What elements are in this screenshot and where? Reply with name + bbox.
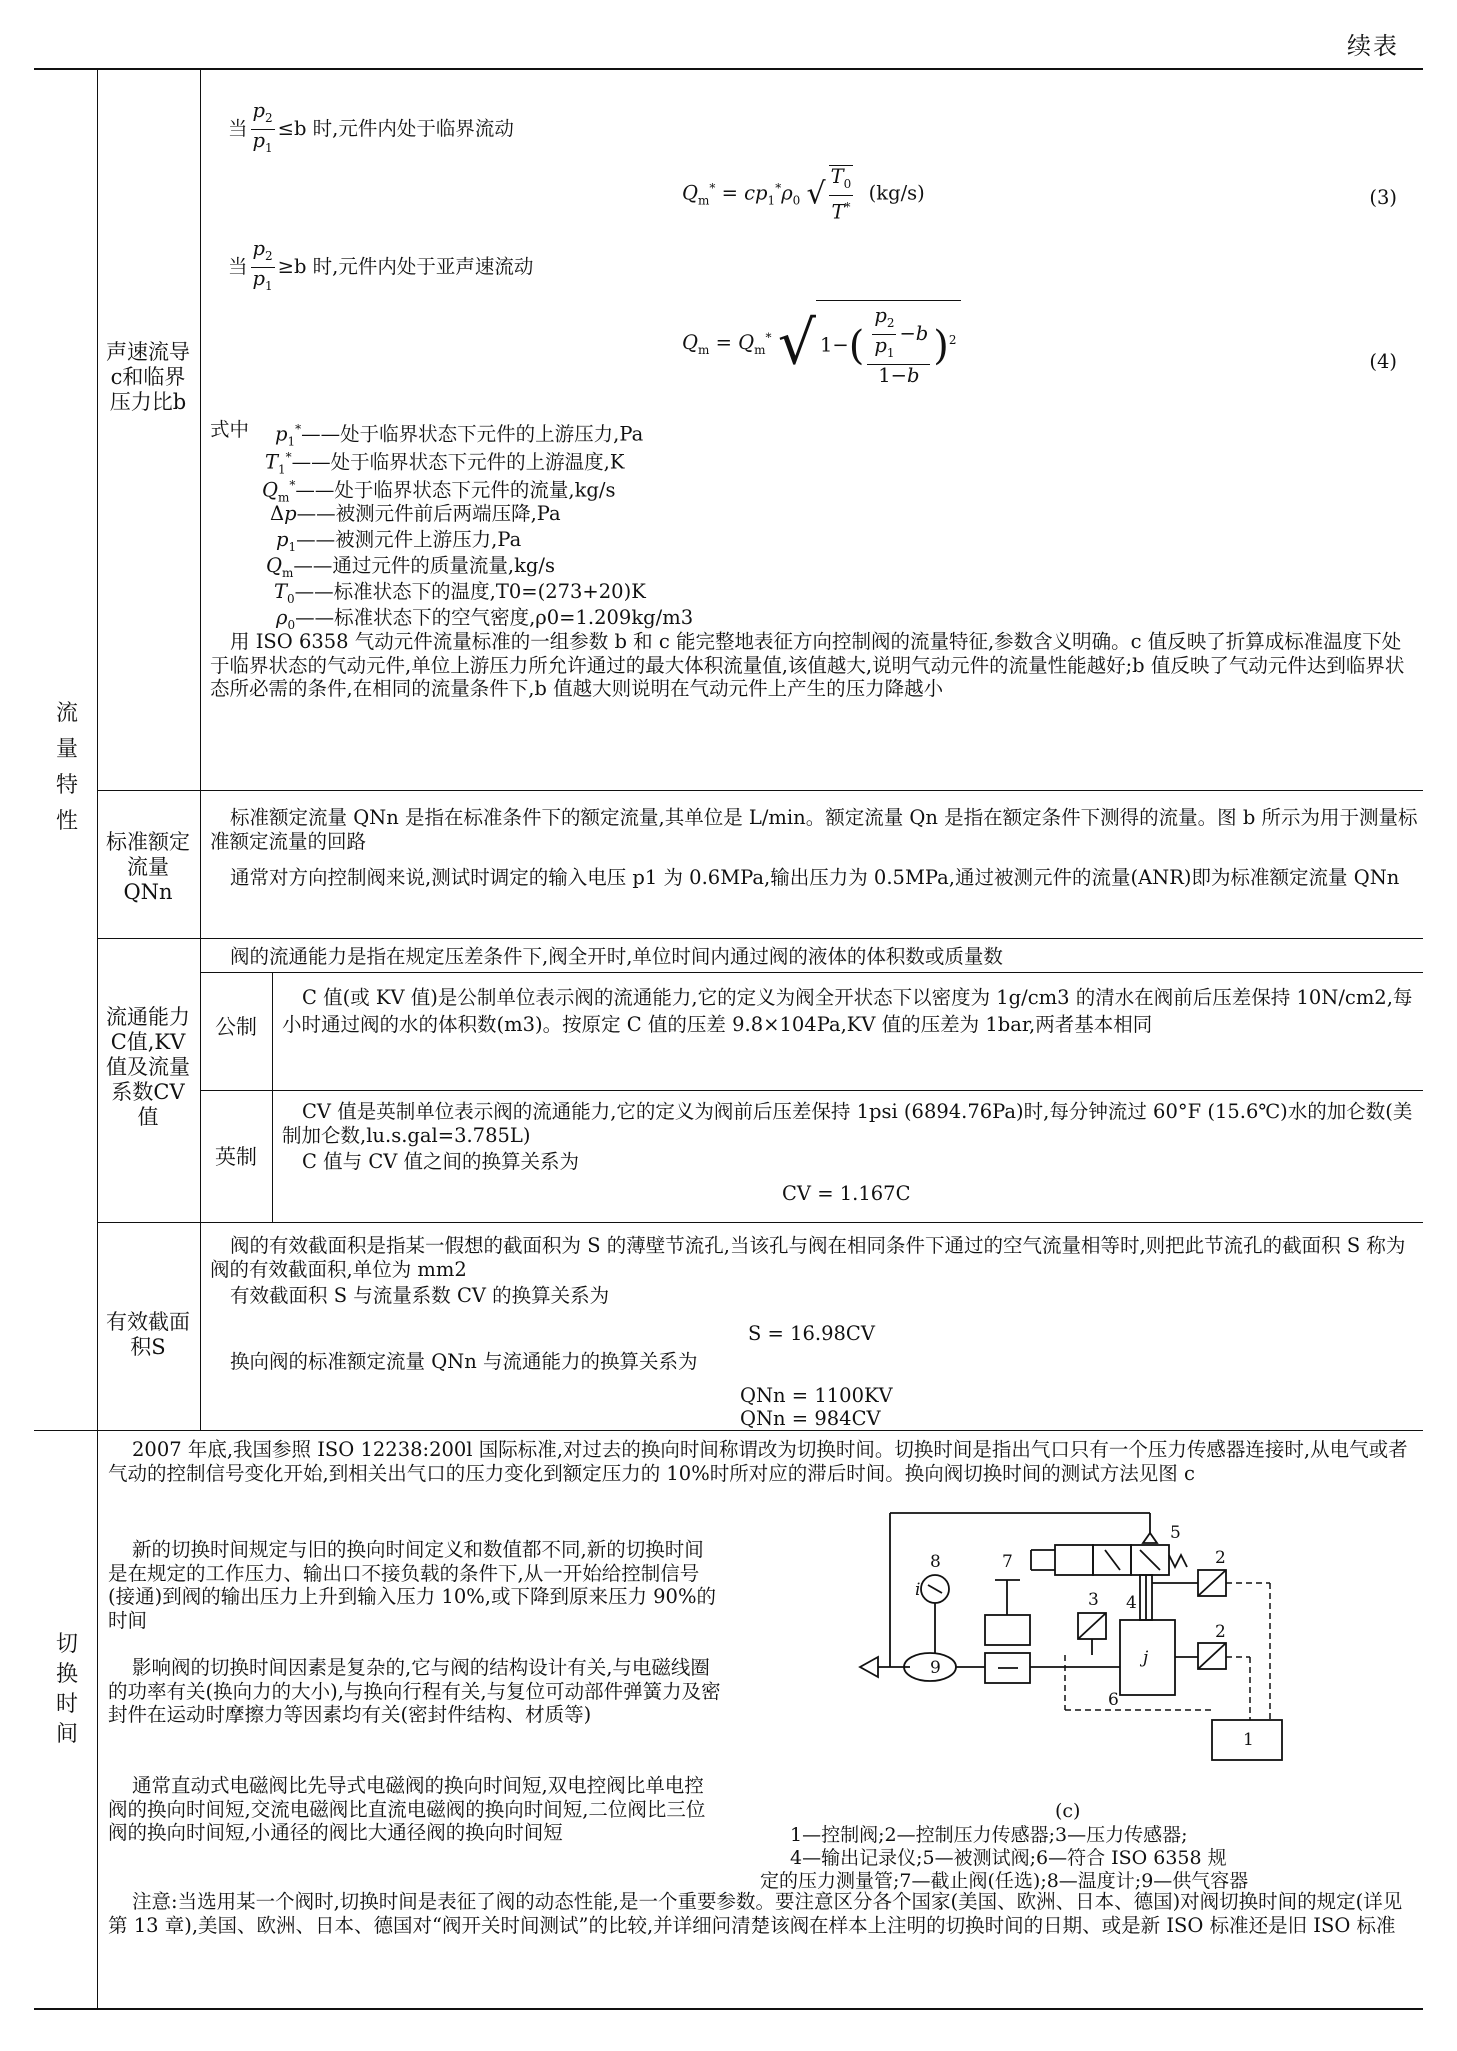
label-8: 8: [930, 1552, 941, 1572]
equation-4-number: (4): [1369, 350, 1397, 373]
section-divider: [34, 1430, 1423, 1431]
area-equation-2: QNn = 1100KV: [740, 1384, 893, 1407]
switch-paragraph-4: 通常直动式电磁阀比先导式电磁阀的换向时间短,双电控阀比单电控阀的换向时间短,交流电磁阀比直流电磁阀的换向时间短,二位阀比三位阀的换向时间短,小通径的阀比大通径阀的换向时间短: [108, 1774, 706, 1844]
figure-label: (c): [1055, 1800, 1081, 1822]
area-paragraph-1: 阀的有效截面积是指某一假想的截面积为 S 的薄壁节流孔,当该孔与阀在相同条件下通过的空气流量相等时,则把此节流孔的截面积 S 称为阀的有效截面积,单位为 mm2: [210, 1234, 1406, 1281]
subrow-divider-b: [200, 1090, 1423, 1091]
ratio-fraction-1: $\frac{p_2}{p_1}$: [252, 99, 273, 155]
label-2a: 2: [1215, 1548, 1226, 1568]
imperial-text: CV 值是英制单位表示阀的流通能力,它的定义为阀前后压差保持 1psi (6894.76Pa)时,每分钟流过 60°F (15.6℃)水的加仑数(美制加仑数,lu.s.gal=3.785L): [282, 1100, 1413, 1147]
def-p1star: $p_1^*——$处于临界状态下元件的上游压力,Pa: [275, 422, 644, 449]
row-label-std: 标准额定流量 QNn: [106, 830, 190, 904]
imperial-label: 英制: [215, 1145, 257, 1169]
switch-paragraph-5: 注意:当选用某一个阀时,切换时间是表征了阀的动态性能,是一个重要参数。要注意区分各个国家(美国、欧洲、日本、德国)对阀切换时间的规定(详见第 13 章),美国、欧洲、日本、德国对“阀开关时间测试”的比较,并详细问清楚该阀在样本上注明的切换时间的日期、或是新 ISO 标准还是旧 ISO 标准: [108, 1890, 1403, 1937]
ratio-fraction-2: $\frac{p_2}{p_1}$: [252, 237, 273, 293]
equation-3-number: (3): [1369, 186, 1397, 209]
category-flow: 流量特性: [55, 701, 78, 834]
sonic-cond1: 当 $\frac{p_2}{p_1}$ ≤b 时,元件内处于临界流动: [228, 100, 514, 159]
def-rho0: $\rho_0——$标准状态下的空气密度,ρ0=1.209kg/m3: [276, 606, 694, 632]
equation-3: $Q_m^* = cp_1^*\rho_0$ √ $\frac{T_0}{T^*}$ (kg/s): [682, 165, 925, 224]
row-divider-3: [97, 1222, 1423, 1223]
col-divider-2: [200, 69, 201, 1431]
row-divider-1: [97, 790, 1423, 791]
label-9: 9: [930, 1658, 941, 1678]
cv-equation: CV = 1.167C: [782, 1182, 911, 1205]
label-i: i: [915, 1580, 921, 1600]
label-j: j: [1143, 1648, 1149, 1668]
cap-intro: 阀的流通能力是指在规定压差条件下,阀全开时,单位时间内通过阀的液体的体积数或质量数: [230, 945, 1003, 968]
area-paragraph-3: 换向阀的标准额定流量 QNn 与流通能力的换算关系为: [230, 1350, 698, 1373]
row-label-sonic: 声速流导c和临界压力比b: [106, 340, 190, 414]
def-t0: $T_0——$标准状态下的温度,T0=(273+20)K: [274, 580, 646, 606]
stop-valve-7: [985, 1615, 1030, 1645]
where-label: 式中: [210, 418, 250, 441]
def-t1star: $T_1^*——$处于临界状态下元件的上游温度,K: [265, 450, 625, 477]
def-p1: $p_1——$被测元件上游压力,Pa: [276, 528, 522, 554]
label-4: 4: [1126, 1593, 1137, 1613]
row-label-area: 有效截面积S: [106, 1310, 190, 1359]
std-paragraph-1: 标准额定流量 QNn 是指在标准条件下的额定流量,其单位是 L/min。额定流量 Qn 是指在额定条件下测得的流量。图 b 所示为用于测量标准额定流量的回路: [210, 806, 1418, 853]
test-circuit-diagram: [850, 1505, 1300, 1795]
subcol-divider: [272, 972, 273, 1222]
label-1: 1: [1243, 1730, 1254, 1750]
area-paragraph-2: 有效截面积 S 与流量系数 CV 的换算关系为: [230, 1284, 610, 1307]
figure-caption-3: 定的压力测量管;7—截止阀(任选);8—温度计;9—供气容器: [760, 1870, 1249, 1892]
def-qm: $Q_m——$通过元件的质量流量,kg/s: [266, 554, 555, 580]
std-paragraph-2: 通常对方向控制阀来说,测试时调定的输入电压 p1 为 0.6MPa,输出压力为 0.5MPa,通过被测元件的流量(ANR)即为标准额定流量 QNn: [230, 866, 1400, 889]
row-label-cap: 流通能力C值,KV值及流量系数CV值: [106, 1005, 190, 1129]
table-top-rule: [34, 68, 1423, 70]
figure-caption-2: 4—输出记录仪;5—被测试阀;6—符合 ISO 6358 规: [790, 1847, 1227, 1869]
category-switch: 切换时间: [55, 1632, 78, 1747]
subrow-divider-a: [200, 972, 1423, 973]
row-divider-2: [97, 938, 1423, 939]
label-6: 6: [1108, 1690, 1119, 1710]
supply-arrow-icon: [860, 1657, 878, 1677]
label-5: 5: [1170, 1523, 1181, 1543]
continued-label: 续表: [1347, 32, 1399, 60]
metric-label: 公制: [215, 1015, 257, 1039]
def-dp: Δp——被测元件前后两端压降,Pa: [270, 502, 561, 525]
figure-caption-1: 1—控制阀;2—控制压力传感器;3—压力传感器;: [790, 1824, 1188, 1846]
sonic-cond2: 当 $\frac{p_2}{p_1}$ ≥b 时,元件内处于亚声速流动: [228, 238, 533, 297]
def-qmstar: $Q_m^*——$处于临界状态下元件的流量,kg/s: [262, 478, 616, 505]
equation-4: $Q_m = Q_m^*$ √ 1−( $\frac{p_2}{p_1}$ −b 1−b )$^2$: [682, 300, 961, 387]
switch-paragraph-1-top: 2007 年底,我国参照 ISO 12238:200l 国际标准,对过去的换向时间称谓改为切换时间。切换时间是指出气口只有一个压力传感器连接时,从电气或者气动的控制信号变化开始,到相关出气口的压力变化到额定压力的 10%时所对应的滞后时间。换向阀切换时间的测试方法见图 c: [108, 1438, 1408, 1485]
area-equation-3: QNn = 984CV: [740, 1407, 881, 1430]
area-equation-1: S = 16.98CV: [748, 1322, 875, 1345]
metric-text: C 值(或 KV 值)是公制单位表示阀的流通能力,它的定义为阀全开状态下以密度为 1g/cm3 的清水在阀前后压差保持 10N/cm2,每小时通过阀的水的体积数(m3)。按原定 C 值的压差 9.8×104Pa,KV 值的压差为 1bar,两者基本相同: [282, 986, 1413, 1036]
label-7: 7: [1002, 1552, 1013, 1572]
sonic-paragraph: 用 ISO 6358 气动元件流量标准的一组参数 b 和 c 能完整地表征方向控制阀的流量特征,参数含义明确。c 值反映了折算成标准温度下处于临界状态的气动元件,单位上游压力所允许通过的最大体积流量值,该值越大,说明气动元件的流量性能越好;b 值反映了气动元件达到临界状态所必需的条件,在相同的流量条件下,b 值越大则说明在气动元件上产生的压力降越小: [210, 630, 1405, 700]
label-3: 3: [1088, 1590, 1099, 1610]
imperial-text-2: C 值与 CV 值之间的换算关系为: [302, 1150, 580, 1173]
col-divider-1: [97, 69, 98, 2009]
label-2b: 2: [1215, 1622, 1226, 1642]
table-bottom-rule: [34, 2008, 1423, 2010]
switch-paragraph-2: 新的切换时间规定与旧的换向时间定义和数值都不同,新的切换时间是在规定的工作压力、输出口不接负载的条件下,从一开始给控制信号(接通)到阀的输出压力上升到输入压力 10%,或下降到原来压力 90%的时间: [108, 1538, 716, 1632]
switch-paragraph-3: 影响阀的切换时间因素是复杂的,它与阀的结构设计有关,与电磁线圈的功率有关(换向力的大小),与换向行程有关,与复位可动部件弹簧力及密封件在运动时摩擦力等因素均有关(密封件结构、材质等): [108, 1656, 721, 1726]
